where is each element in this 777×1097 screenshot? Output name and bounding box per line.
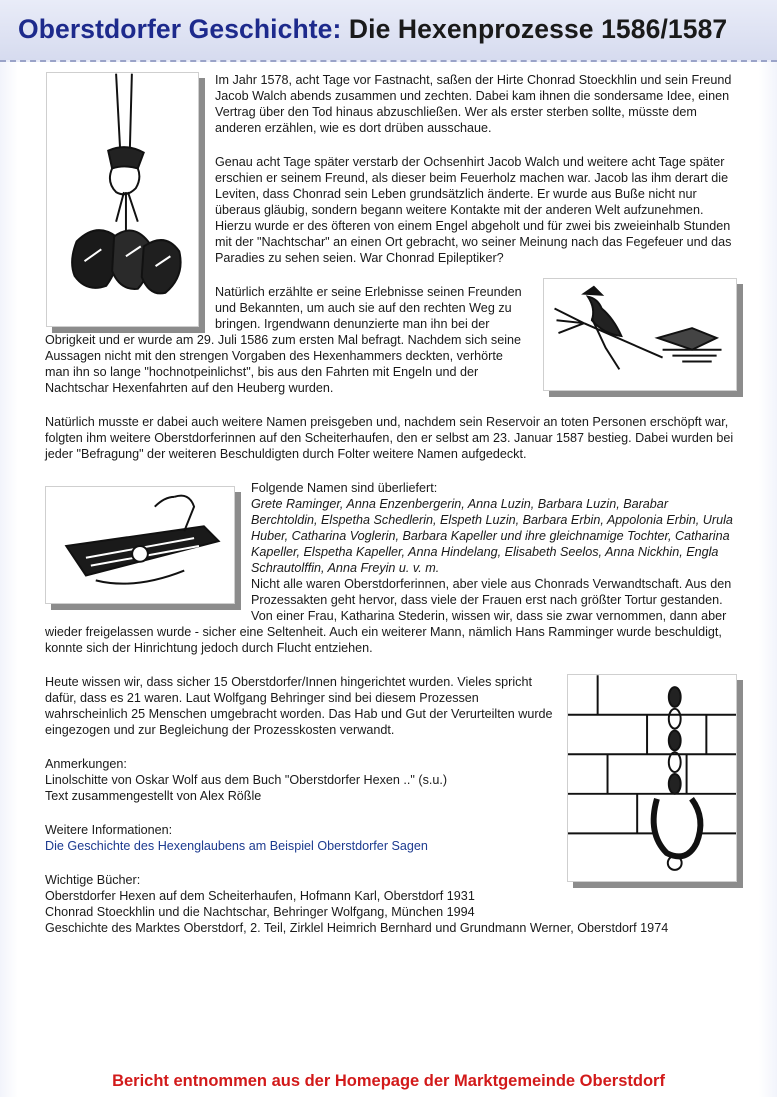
paragraph-1: Im Jahr 1578, acht Tage vor Fastnacht, saßen der Hirte Chonrad Stoeckhlin und sein Freund Jacob Walch abends zusammen und zechten. Dabei kam ihnen die sondersame Idee, einen Vertrag über den Tod hinaus abzuschließen. Wer als erster sterben sollte, müsste dem anderen erzählen, wie es dort drüben ausschaue. bbox=[215, 73, 732, 135]
thumbscrew-illustration bbox=[46, 487, 234, 603]
paragraph-3: Natürlich erzählte er seine Erlebnisse seinen Freunden und Bekannten, um auch sie auf den rechten Weg zu bringen. Irgendwann denunzierte man ihn bei der Obrigkeit und er wurde am 29. Juli 1586 zum ersten Mal befragt. Nachdem sich seine Aussagen nicht mit den strengen Vorgaben des Hexenhammers deckten, verhörte man ihn so lange "hochnotpeinlichst", bis aus den Fahrten mit Engeln und der Nachtschar Hexenfahrten auf den Heuberg wurden. bbox=[45, 285, 522, 395]
books-label: Wichtige Bücher: bbox=[45, 873, 141, 887]
chain-shackle-illustration bbox=[568, 675, 736, 881]
paragraph-4: Natürlich musste er dabei auch weitere Namen preisgeben und, nachdem sein Reservoir an toten Personen erschöpft war, folgten ihm weitere Oberstdorferinnen auf den Scheiterhaufen, den er selbst am 23. Januar 1587 bestieg. Dabei wurden bei jeder "Befragung" der weiteren Beschuldigten durch Folter weitere Namen aufgedeckt. bbox=[45, 415, 734, 461]
article bbox=[45, 72, 737, 936]
chain-shackle-woodcut bbox=[567, 674, 737, 882]
book-3: Geschichte des Marktes Oberstdorf, 2. Teil, Zirklel Heimrich Bernhard und Grundmann Werner, Oberstdorf 1974 bbox=[45, 921, 669, 935]
page-header bbox=[0, 0, 777, 62]
thumbscrew-woodcut bbox=[45, 486, 235, 604]
source-credit: Bericht entnommen aus der Homepage der Marktgemeinde Oberstdorf bbox=[112, 1072, 665, 1090]
paragraph-5: Nicht alle waren Oberstdorferinnen, aber viele aus Chonrads Verwandtschaft. Aus den Prozessakten geht hervor, dass viele der Frauen erst nach größter Tortur gestanden. Von einer Frau, Katharina Stederin, wissen wir, dass sie zwar vernommen, dann aber wieder freigelassen wurde - sicher eine Seltenheit. Auch ein weiterer Mann, nämlich Hans Ramminger wurde beschuldigt, konnte sich der Hinrichtung jedoch durch Flucht entziehen. bbox=[45, 577, 732, 655]
hanging-feet-woodcut bbox=[46, 72, 199, 327]
paragraph-6: Heute wissen wir, dass sicher 15 Oberstdorfer/Innen hingerichtet wurden. Vieles spricht dafür, dass es 21 waren. Laut Wolfgang Behringer sind bei diesem Prozessen wahrscheinlich 25 Menschen umgebracht worden. Das Hab und Gut der Verurteilten wurde eingezogen und zur Begleichung der Prozesskosten verwandt. bbox=[45, 675, 553, 737]
names-list: Grete Raminger, Anna Enzenbergerin, Anna Luzin, Barbara Luzin, Barabar Berchtoldin, Elspetha Schedlerin, Elspeth Luzin, Barbara Erbin, Appolonia Erbin, Urula Huber, Catharina Voglerin, Barbara Kapeller und ihre gleichnamige Tochter, Catharina Kapeller, Elspetha Kapeller, Anna Hindelang, Elisabeth Seelos, Anna Nickhin, Engla Schrautolffin, Anna Freyin u. v. m. bbox=[251, 497, 733, 575]
names-intro: Folgende Namen sind überliefert: bbox=[251, 481, 438, 495]
paragraph-2: Genau acht Tage später verstarb der Ochsenhirt Jacob Walch und weitere acht Tage später erschien er seinem Freund, als dieser beim Feuerholz machen war. Jacob las ihm derart die Leviten, dass Chonrad sein Leben grundsätzlich änderte. Er wurde aus Buße nicht nur überaus gläubig, sondern begann weitere Kontakte mit der anderen Welt aufzunehmen. Hierzu wurde er des öfteren von einem Engel abgeholt und für zwei bis zweieinhalb Stunden mit der "Nachtschar" an einen Ort gebracht, wo seiner Meinung nach das Fegefeuer und das Paradies zu sehen seien. War Chonrad Epileptiker? bbox=[215, 155, 732, 265]
witch-broom-illustration bbox=[544, 279, 736, 390]
book-1: Oberstdorfer Hexen auf dem Scheiterhaufen, Hofmann Karl, Oberstdorf 1931 bbox=[45, 889, 475, 903]
book-2: Chonrad Stoeckhlin und die Nachtschar, Behringer Wolfgang, München 1994 bbox=[45, 905, 475, 919]
notes-line-2: Text zusammengestellt von Alex Rößle bbox=[45, 789, 262, 803]
page-title: Oberstdorfer Geschichte: Die Hexenprozesse 1586/1587 bbox=[18, 14, 728, 44]
page-body bbox=[0, 62, 777, 1097]
notes-line-1: Linolschitte von Oskar Wolf aus dem Buch "Oberstdorfer Hexen .." (s.u.) bbox=[45, 773, 448, 787]
notes-label: Anmerkungen: bbox=[45, 757, 127, 771]
hexenglaube-link[interactable]: Die Geschichte des Hexenglaubens am Beispiel Oberstdorfer Sagen bbox=[45, 839, 428, 853]
witch-on-broom-woodcut bbox=[543, 278, 737, 391]
more-info-label: Weitere Informationen: bbox=[45, 823, 173, 837]
hanging-feet-illustration bbox=[47, 73, 198, 326]
